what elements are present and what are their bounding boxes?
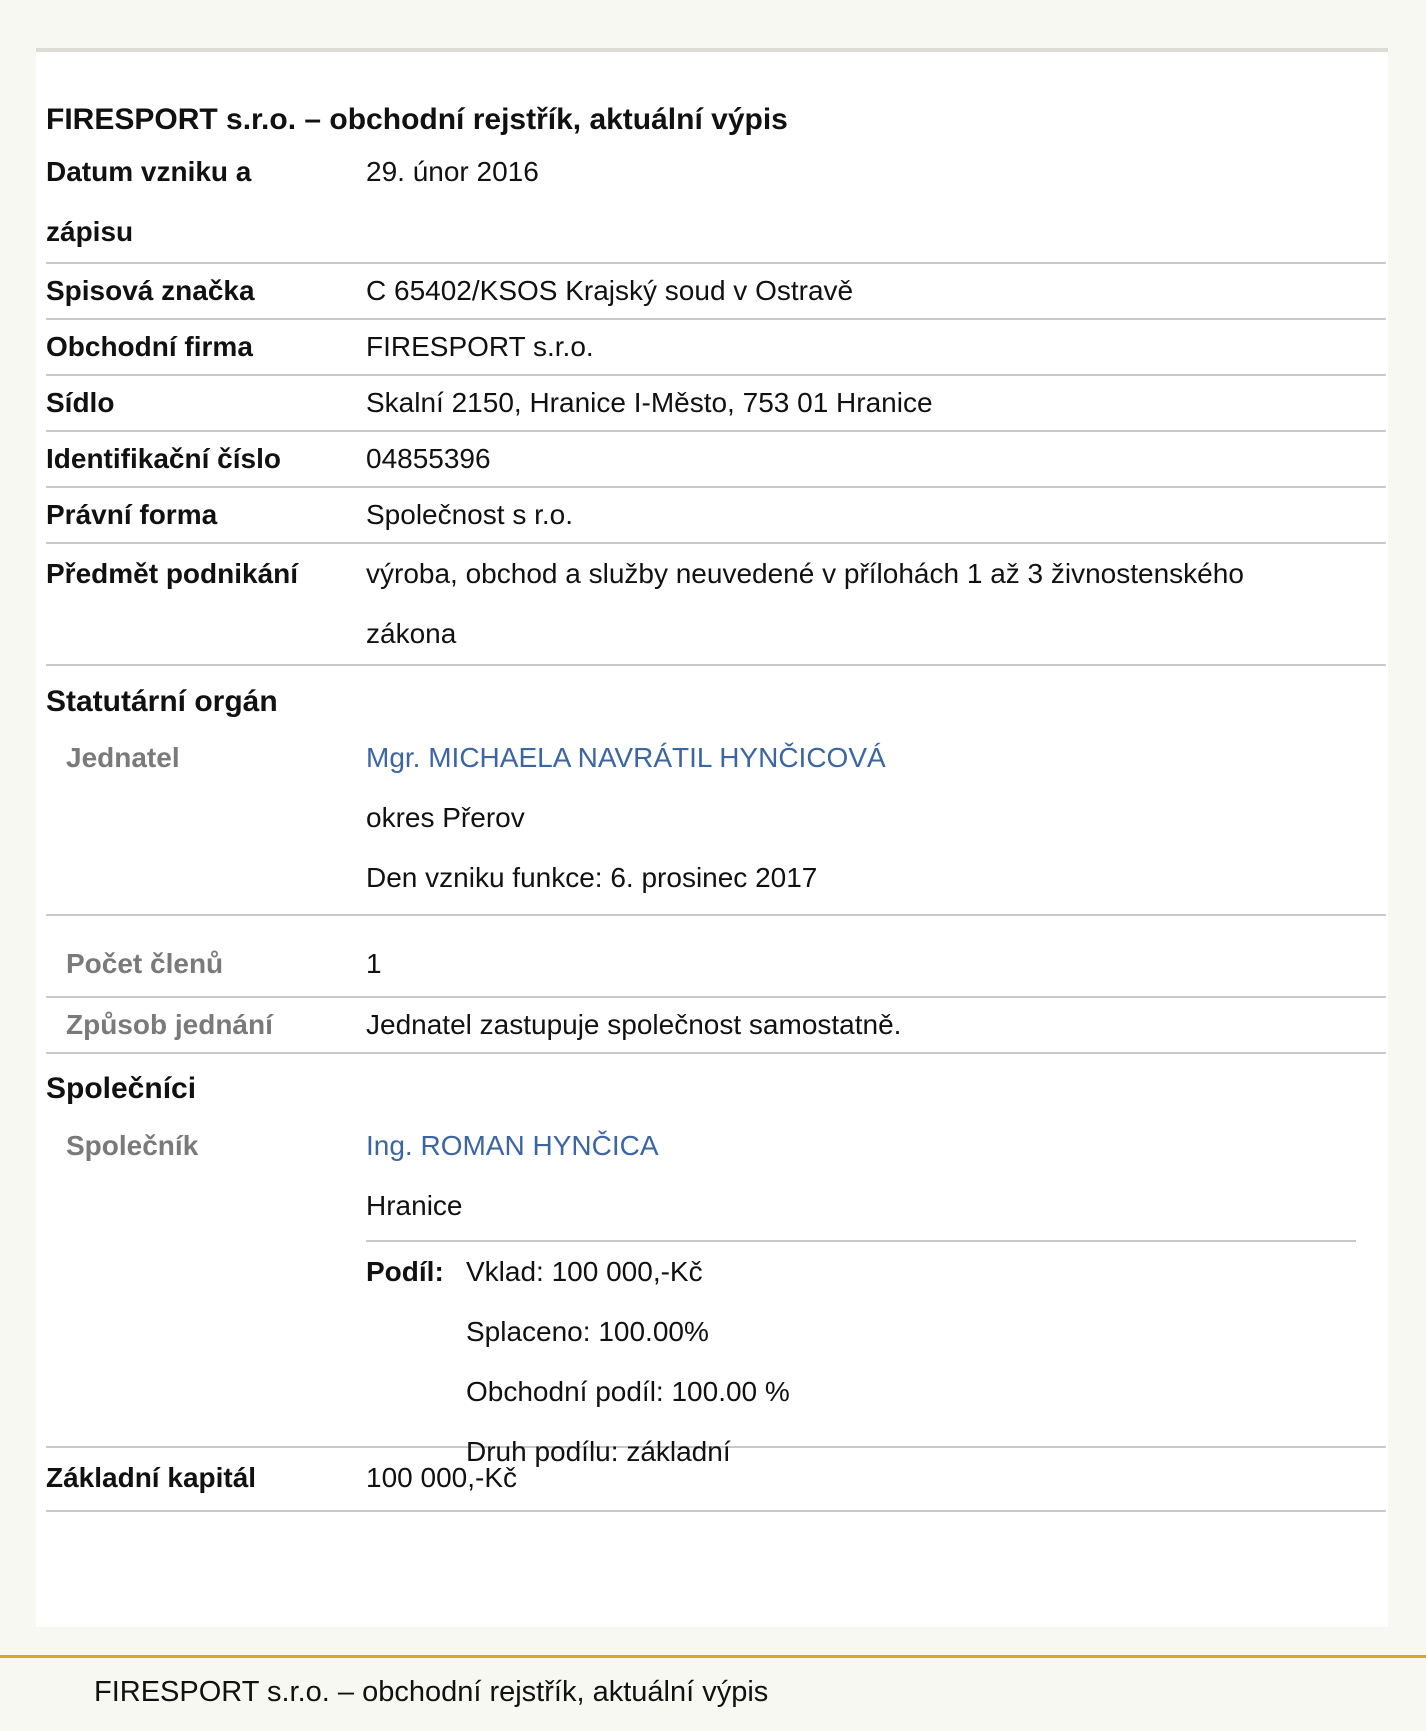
podil-block [366, 1240, 1356, 1467]
footer [0, 1655, 1426, 1731]
row-label: Právní forma [46, 499, 218, 530]
row-label: Předmět podnikání [46, 558, 299, 589]
jednatel-okres: okres Přerov [366, 802, 525, 833]
row-jednatel [46, 728, 1386, 916]
row-label: Jednatel [66, 742, 180, 773]
row-label: Společník [66, 1130, 199, 1161]
row-label: Základní kapitál [46, 1462, 257, 1493]
podil-obchodni: Obchodní podíl: 100.00 % [466, 1376, 790, 1407]
row-predmet-podnikani [46, 544, 1386, 666]
row-obchodni-firma [46, 320, 1386, 376]
row-value: Skalní 2150, Hranice I-Město, 753 01 Hranice [366, 387, 933, 418]
row-identifikacni-cislo [46, 432, 1386, 488]
row-value: Společnost s r.o. [366, 499, 574, 530]
footer-text: FIRESPORT s.r.o. – obchodní rejstřík, aktuální výpis [94, 1676, 769, 1708]
row-spolecnik [46, 1116, 1386, 1467]
row-pocet-clenu [46, 934, 1386, 998]
section-statutarni-organ: Statutární orgán [46, 685, 278, 718]
row-label: Způsob jednání [66, 1009, 273, 1040]
podil-vklad: Vklad: 100 000,-Kč [466, 1256, 703, 1287]
row-pravni-forma [46, 488, 1386, 544]
row-value [366, 728, 1376, 908]
jednatel-den-vzniku: Den vzniku funkce: 6. prosinec 2017 [366, 862, 818, 893]
section-spolecnici: Společníci [46, 1072, 197, 1105]
page-title: FIRESPORT s.r.o. – obchodní rejstřík, aktuální výpis [46, 103, 788, 136]
row-label: Spisová značka [46, 275, 255, 306]
registry-card [36, 48, 1388, 1627]
row-value [366, 1116, 1376, 1236]
row-label: Identifikační číslo [46, 443, 281, 474]
row-value: 04855396 [366, 443, 491, 474]
row-label: Obchodní firma [46, 331, 253, 362]
row-spisova-znacka [46, 264, 1386, 320]
podil-values [466, 1242, 790, 1482]
row-label: Sídlo [46, 387, 115, 418]
row-value: 29. únor 2016 [366, 156, 539, 187]
podil-label: Podíl: [366, 1256, 444, 1287]
row-value: FIRESPORT s.r.o. [366, 331, 594, 362]
row-value: Jednatel zastupuje společnost samostatně. [366, 1009, 902, 1040]
row-zakladni-kapital [46, 1448, 1386, 1512]
row-value: výroba, obchod a služby neuvedené v přílohách 1 až 3 živnostenského zákona [366, 558, 1244, 649]
spolecnik-mesto: Hranice [366, 1190, 463, 1221]
row-label: Počet členů [66, 948, 224, 979]
row-value: 1 [366, 948, 382, 979]
row-value: 100 000,-Kč [366, 1462, 517, 1493]
podil-druh: Druh podílu: základní [466, 1436, 731, 1467]
row-datum-vzniku [46, 142, 1386, 264]
row-zpusob-jednani [46, 998, 1386, 1054]
row-value: C 65402/KSOS Krajský soud v Ostravě [366, 275, 854, 306]
spolecnik-name-link[interactable]: Ing. ROMAN HYNČICA [366, 1130, 659, 1161]
row-label: Datum vzniku a zápisu [46, 156, 252, 247]
podil-splaceno: Splaceno: 100.00% [466, 1316, 709, 1347]
row-sidlo [46, 376, 1386, 432]
jednatel-name-link[interactable]: Mgr. MICHAELA NAVRÁTIL HYNČICOVÁ [366, 742, 886, 773]
